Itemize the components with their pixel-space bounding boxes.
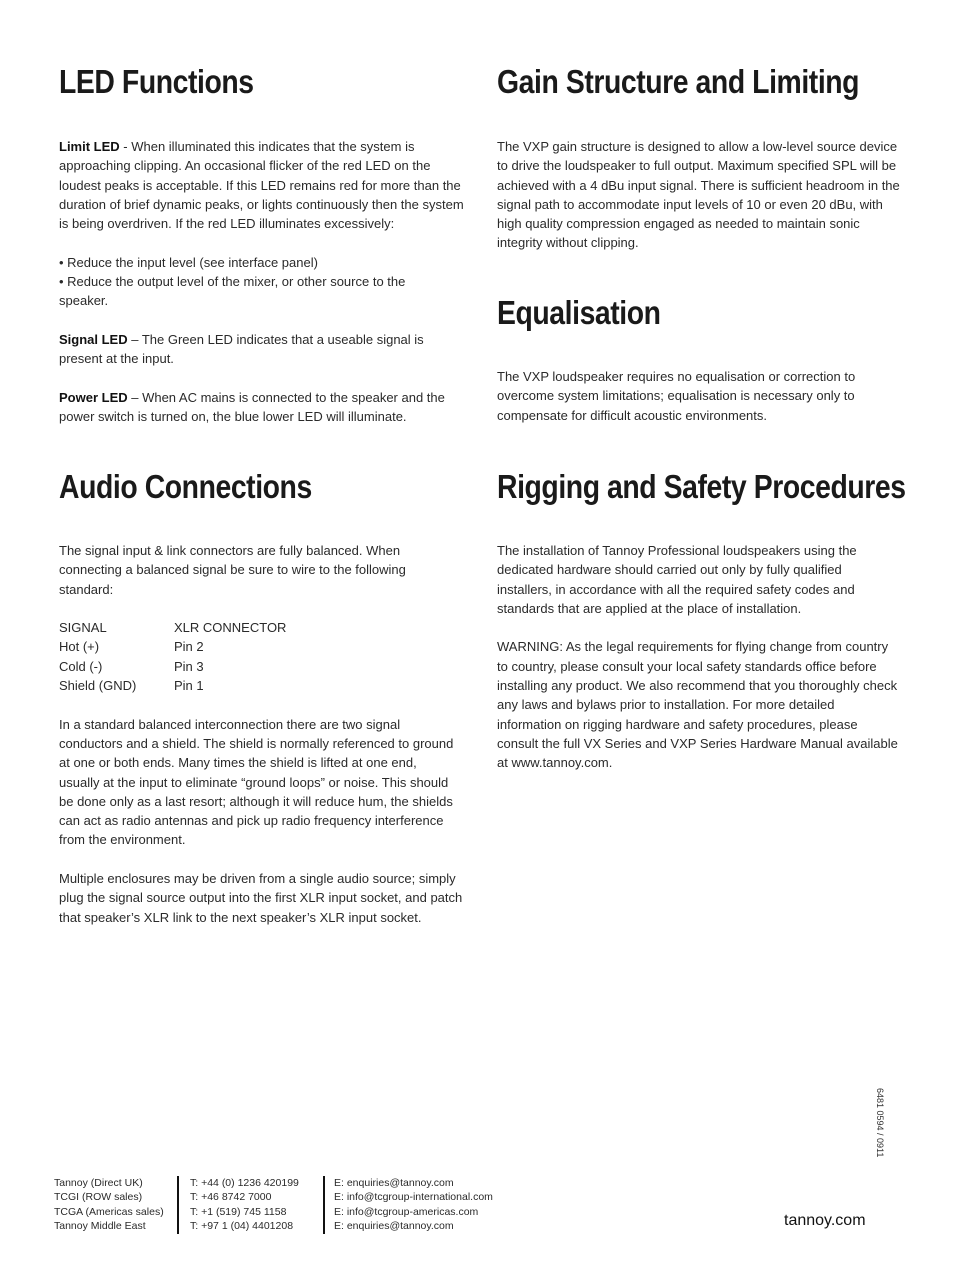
table-header-xlr: XLR CONNECTOR	[174, 620, 287, 636]
footer-phone: T: +97 1 (04) 4401208	[190, 1219, 294, 1232]
equalisation-paragraph: The VXP loudspeaker requires no equalisation or correction to overcome system limitations; equalisation is necessary only to compensate for difficult acoustic environments.	[497, 369, 856, 423]
rigging-installation-paragraph: The installation of Tannoy Professional loudspeakers using the dedicated hardware should carried out only by fully qualified installers, in accordance with all the required safety codes and standards that are applied at the place of installation.	[497, 543, 857, 616]
footer-email: E: enquiries@tannoy.com	[334, 1219, 454, 1232]
rigging-safety-heading: Rigging and Safety Procedures	[497, 468, 906, 505]
footer-phone: T: +44 (0) 1236 420199	[190, 1177, 299, 1189]
table-cell-pin: Pin 1	[174, 678, 204, 694]
footer-divider	[323, 1176, 325, 1234]
rigging-safety-section	[497, 467, 907, 773]
gain-structure-heading: Gain Structure and Limiting	[497, 63, 860, 100]
footer-name: Tannoy (Direct UK)	[54, 1177, 143, 1189]
footer-emails	[334, 1176, 493, 1233]
footer-email: E: enquiries@tannoy.com	[334, 1177, 454, 1189]
website-link[interactable]: tannoy.com	[784, 1212, 866, 1229]
audio-connections-heading: Audio Connections	[59, 468, 312, 505]
balanced-interconnection-paragraph: In a standard balanced interconnection there are two signal conductors and a shield. The shield is normally referenced to ground at one or both ends. Many times the shield is lifted at one end, usually at the input to eliminate “ground loops” or noise. This should be done only as a last resort; although it will reduce hum, the shields can act as radio antennas and pick up radio frequency interference from the environment.	[59, 716, 454, 848]
table-header-row	[59, 618, 286, 637]
bullet-reduce-output: • Reduce the output level of the mixer, or other source to the speaker.	[59, 274, 406, 309]
audio-connections-section	[59, 467, 469, 927]
footer-names	[54, 1176, 164, 1233]
equalisation-section	[497, 293, 907, 425]
signal-led-label: Signal LED	[59, 331, 128, 347]
footer-divider	[177, 1176, 179, 1234]
footer-name: TCGA (Americas sales)	[54, 1205, 164, 1218]
document-code: 6481 0594 / 0911	[875, 1088, 885, 1158]
audio-intro: The signal input & link connectors are fully balanced. When connecting a balanced signal be sure to wire to the following standard:	[59, 543, 406, 597]
table-cell-pin: Pin 2	[174, 639, 204, 655]
gain-structure-paragraph: The VXP gain structure is designed to allow a low-level source device to drive the loudspeaker to full output. Maximum specified SPL will be achieved with a 4 dBu input signal. There is sufficient headroom in the signal path to accommodate input levels of 10 or even 20 dBu, with high quality compression engaged as needed to maintain sonic integrity without clipping.	[497, 139, 900, 251]
footer-phones	[190, 1176, 299, 1233]
footer-name: Tannoy Middle East	[54, 1219, 146, 1232]
table-row	[59, 657, 286, 676]
power-led-text: – When AC mains is connected to the speaker and the power switch is turned on, the blue lower LED will illuminate.	[59, 389, 445, 425]
table-row	[59, 637, 286, 656]
equalisation-heading: Equalisation	[497, 294, 661, 331]
footer-phone: T: +1 (519) 745 1158	[190, 1205, 287, 1218]
signal-led-text: – The Green LED indicates that a useable signal is present at the input.	[59, 331, 424, 367]
limit-led-label: Limit LED	[59, 139, 120, 154]
led-functions-section	[59, 62, 469, 426]
rigging-warning-paragraph: WARNING: As the legal requirements for flying change from country to country, please consult your local safety standards office before installing any product. We also recommend that you thoroughly check any laws and bylaws prior to installation. For more detailed information on rigging hardware and safety procedures, please consult the full VX Series and VXP Series Hardware Manual available at www.tannoy.com.	[497, 639, 898, 771]
footer-email: E: info@tcgroup-international.com	[334, 1191, 493, 1204]
limit-led-paragraph	[59, 137, 469, 233]
led-functions-heading: LED Functions	[59, 63, 254, 100]
power-led-paragraph	[59, 388, 469, 427]
table-cell-signal: Hot (+)	[59, 639, 100, 655]
table-row	[59, 676, 286, 695]
multiple-enclosures-paragraph: Multiple enclosures may be driven from a single audio source; simply plug the signal source output into the first XLR input socket, and patch that speaker’s XLR link to the next speaker’s XLR input socket.	[59, 871, 463, 925]
footer-email: E: info@tcgroup-americas.com	[334, 1205, 479, 1218]
power-led-label: Power LED	[59, 389, 128, 405]
footer-phone: T: +46 8742 7000	[190, 1191, 272, 1204]
footer-name: TCGI (ROW sales)	[54, 1191, 143, 1204]
xlr-wiring-table	[59, 618, 286, 695]
table-cell-pin: Pin 3	[174, 658, 204, 674]
table-header-signal: SIGNAL	[59, 620, 107, 636]
bullet-reduce-input: • Reduce the input level (see interface panel)	[59, 254, 318, 270]
signal-led-paragraph	[59, 330, 469, 369]
gain-structure-section	[497, 62, 907, 253]
table-cell-signal: Shield (GND)	[59, 678, 137, 694]
limit-led-text: - When illuminated this indicates that the system is approaching clipping. An occasional flicker of the red LED on the loudest peaks is acceptable. If this LED remains red for more than the duration of brief dynamic peaks, or lights continuously then the system is being overdriven. If the red LED illuminates excessively:	[59, 139, 464, 232]
table-cell-signal: Cold (-)	[59, 658, 103, 674]
